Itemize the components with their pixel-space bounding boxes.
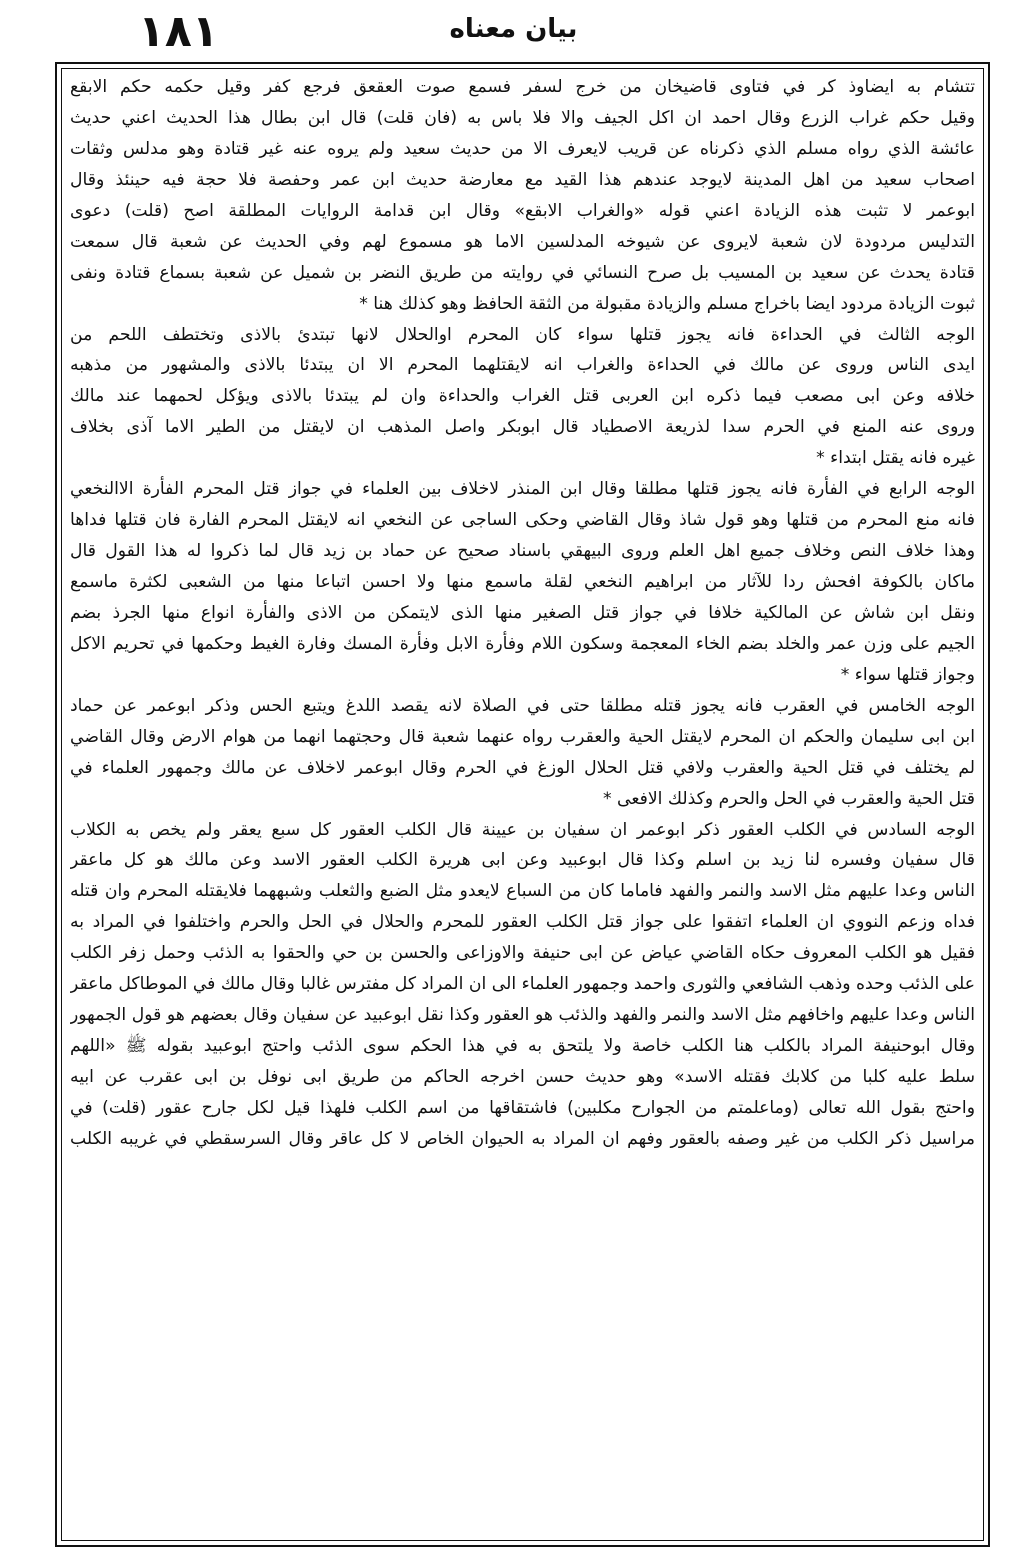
text-line: لم يختلف في قتل الحية والعقرب ولافي قتل الحلال الوزغ في الحرم وقال ابوعمر لاخلاف عن مالك وجمهور العلماء في	[70, 757, 975, 778]
page-number: ١٨١	[138, 6, 219, 57]
text-line: الناس وعدا عليهم مثل الاسد والنمر والفهد فاماما كان من السباع لايعدو مثل الضبع والثعلب وشبههما فلايقتله المحرم وان قتله	[70, 881, 975, 902]
text-line: وروى عنه المنع في الحرم سدا لذريعة الاصطياد قال ابوبكر واصل المذهب ان لايقتل من الطير الاما آذى بخلاف	[70, 417, 975, 438]
text-line: خلافه وعن ابى مصعب فيما ذكره ابن العربى قتل الغراب والحداءة وان لم يبتدئا بالاذى ويؤكل لحمهما عند مالك	[70, 386, 975, 407]
text-line: وقال ابوحنيفة المراد بالكلب هنا الكلب خاصة ولا يلتحق به في هذا الحكم سوى الذئب واحتج ابوعبيد بقوله ﷺ «اللهم	[70, 1036, 975, 1057]
text-line: قتادة يحدث عن سعيد بن المسيب بل صرح النسائي في روايته من طريق النضر بن شميل عن شعبة بسماع قتادة ونفى	[70, 262, 975, 283]
text-line: الوجه الرابع في الفأرة فانه يجوز قتلها مطلقا وقال ابن المنذر لاخلاف بين العلماء في جواز قتل المحرم الفأرة الاالنخعي	[70, 479, 975, 500]
text-line: قتل الحية والعقرب في الحل والحرم وكذلك الافعى *	[602, 788, 975, 809]
text-line: ايدى الناس وروى عن مالك في الحداءة والغراب انه لايقتلهما المحرم الا ان يبتدئا بالاذى والمشهور من مذهبه	[70, 355, 975, 376]
text-line: الوجه الخامس في العقرب فانه يجوز قتله مطلقا حتى في الصلاة لانه يقصد اللدغ ويتبع الحس وذكر ابوعمر عن حماد	[70, 695, 975, 716]
text-line: الوجه السادس في الكلب العقور ذكر ابوعمر ان سفيان بن عيينة قال الكلب العقور كل سبع يعقر ولم يخص به الكلاب	[70, 819, 975, 840]
text-line: التدليس مردودة لان شعبة لايروى عن شيوخه المدلسين الاما هو مسموع لهم وفي الحديث عن شعبة قال سمعت	[70, 231, 975, 252]
text-line: فقيل هو الكلب المعروف حكاه القاضي عياض عن ابى حنيفة والاوزاعى والحسن بن حي والحقوا به الذئب وحمل زفر الكلب	[70, 943, 975, 964]
text-line: فداه وزعم النووي ان العلماء اتفقوا على جواز قتل الكلب العقور للمحرم والحلال في الحل والحرم واختلفوا في المراد به	[70, 912, 975, 933]
text-line: ثبوت الزيادة مردود ايضا باخراج مسلم والزيادة مقبولة من الثقة الحافظ وهو كذلك هنا *	[359, 293, 975, 314]
text-line: قال سفيان وفسره لنا زيد بن اسلم وكذا قال ابوعبيد وعن ابى هريرة الكلب العقور الاسد وعن مالك هو كل ماعقر	[70, 850, 975, 871]
text-line: الناس وعدا عليهم واخافهم مثل الاسد والنمر والفهد والذئب هو العقور وكذا نقل ابوعبيد عن سفيان وقال بعضهم هو قول الجمهور	[70, 1005, 975, 1026]
text-body	[70, 72, 975, 1542]
text-line: عائشة الذي رواه مسلم الذي ذكرناه عن قريب لايعرف الا من حديث سعيد ولم يروه عنه غير قتادة وهو مدلس وثقات	[70, 138, 975, 159]
text-line: وقيل حكم غراب الزرع وقال احمد ان اكل الجيف والا فلا باس به (فان قلت) قال ابن بطال هذا الحديث اعني حديث	[70, 107, 975, 128]
text-line: على الذئب وحده وذهب الشافعي والثورى واحمد وجمهور العلماء الى ان المراد كل مفترس غالبا وقال مالك في الموطاكل ماعقر	[70, 974, 975, 995]
text-line: مراسيل ذكر الكلب من غير وصفه بالعقور وفهم ان المراد به الحيوان الخاص لا كل عاقر وقال السرسقطي في غريبه الكلب	[70, 1128, 975, 1149]
text-line: واحتج بقول الله تعالى (وماعلمتم من الجوارح مكلبين) فاشتقاقها من اسم الكلب فلهذا قيل لكل جارح عقور (قلت) في	[70, 1097, 975, 1118]
text-line: الوجه الثالث في الحداءة فانه يجوز قتلها سواء كان المحرم اوالحلال لانها تبتدئ بالاذى وتختطف اللحم من	[70, 324, 975, 345]
text-line: اصحاب سعيد من اهل المدينة لايوجد عندهم هذا القيد مع معارضة حديث ابن عمر وحفصة فلا حجة فيه حينئذ وقال	[70, 169, 975, 190]
text-line: ابن ابى سليمان والحكم ان المحرم لايقتل الحية والعقرب رواه عنهما شعبة قال وحجتهما انهما من هوام الارض وقال القاضي	[70, 726, 975, 747]
text-line: وهذا خلاف النص وخلاف جميع اهل العلم وروى البيهقي باسناد صحيح عن حماد بن زيد قال لما ذكروا له هذا القول قال	[70, 541, 975, 562]
running-head: بيان معناه	[449, 14, 578, 44]
text-line: ماكان بالكوفة افحش ردا للآثار من ابراهيم النخعي لقلة ماسمع منها ولا احسن اتباعا منها من الشعبى لكثرة ماسمع	[70, 572, 975, 592]
text-line: تتشام به ايضاوذ كر في فتاوى قاضيخان من خرج لسفر فسمع صوت العقعق فرجع كفر وقيل حكمه حكم الابقع	[70, 77, 975, 97]
text-line: الجيم على وزن عمر والخلد بضم الخاء المعجمة وسكون اللام وفأرة الابل وفأرة المسك وفارة الغيط وحكمها في تحريم الاكل	[70, 633, 975, 654]
text-line: غيره فانه يقتل ابتداء *	[816, 448, 975, 469]
text-line: ونقل ابن شاش عن المالكية خلافا في جواز قتل الصغير منها الذى لايتمكن من الاذى والفأرة انواع منها الجرذ بضم	[70, 602, 975, 623]
text-line: ابوعمر لا تثبت هذه الزيادة اعني قوله «والغراب الابقع» وقال ابن قدامة الروايات المطلقة اصح (قلت) دعوى	[70, 200, 975, 221]
text-line: وجواز قتلها سواء *	[840, 664, 975, 685]
text-line: سلط عليه كلبا من كلابك فقتله الاسد» وهو حديث حسن اخرجه الحاكم من طريق ابى نوفل بن ابى عقرب عن ابيه	[70, 1067, 975, 1087]
text-line: فانه منع المحرم من قتلها وهو قول شاذ وقال القاضي وحكى الساجى عن النخعي انه لايقتل المحرم الفارة فان قتلها فداها	[70, 510, 975, 531]
